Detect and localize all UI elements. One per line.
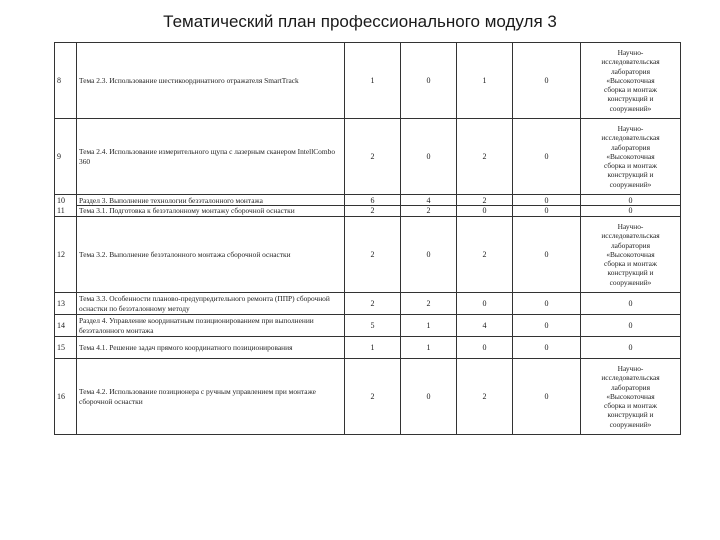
hours-col-4: 0	[513, 119, 581, 195]
hours-total: 6	[370, 195, 375, 205]
hours-total: 5	[345, 315, 401, 337]
row-title: Тема 3.1. Подготовка к безэталонному монтажу сборочной оснастки	[79, 206, 295, 215]
row-title: Тема 2.3. Использование шестикоординатного отражателя SmartTrack	[77, 43, 345, 119]
lab-line: Научно-	[617, 364, 644, 374]
lab-line: сборка и монтаж	[604, 161, 657, 171]
lab-line: «Высокоточная	[606, 249, 655, 259]
hours-total: 1	[345, 43, 401, 119]
lab-line: сборка и монтаж	[604, 259, 657, 269]
hours-col-3-pair	[457, 195, 513, 217]
hours-total-pair	[345, 195, 401, 217]
hours-col-2: 4	[426, 195, 431, 205]
row-number: 15	[55, 337, 77, 359]
hours-col-2: 0	[401, 43, 457, 119]
table-row-pair	[55, 195, 681, 217]
hours-total: 2	[345, 293, 401, 315]
hours-total: 2	[345, 119, 401, 195]
lab-line: исследовательская	[601, 57, 660, 67]
row-title: Тема 4.2. Использование позиционера с ручным управлением при монтаже сборочной оснастки	[77, 359, 345, 435]
hours-col-2: 0	[401, 119, 457, 195]
row-number: 12	[55, 217, 77, 293]
hours-col-4-pair	[513, 195, 581, 217]
lab-line: конструкций и	[607, 268, 654, 278]
hours-col-4: 0	[513, 337, 581, 359]
hours-col-4: 0	[513, 293, 581, 315]
lab-line: лаборатория	[610, 66, 651, 76]
lab-cell	[581, 359, 681, 435]
hours-col-5: 0	[581, 337, 681, 359]
row-number-pair	[55, 195, 77, 217]
row-number: 13	[55, 293, 77, 315]
hours-col-4: 0	[513, 359, 581, 435]
lab-line: исследовательская	[601, 231, 660, 241]
row-number: 9	[55, 119, 77, 195]
row-number: 8	[55, 43, 77, 119]
lab-line: сборка и монтаж	[604, 85, 657, 95]
row-title: Раздел 3. Выполнение технологии безэталонного монтажа	[79, 195, 263, 205]
hours-col-3: 0	[457, 293, 513, 315]
row-number: 16	[55, 359, 77, 435]
lab-cell	[581, 119, 681, 195]
hours-col-3: 0	[482, 206, 487, 215]
lab-line: «Высокоточная	[606, 151, 655, 161]
hours-col-3: 2	[457, 217, 513, 293]
hours-col-2: 0	[401, 359, 457, 435]
lab-line: Научно-	[617, 124, 644, 134]
lab-line: Научно-	[617, 48, 644, 58]
lab-line: сооружений»	[609, 179, 652, 189]
row-title: Тема 3.3. Особенности планово-предупредительного ремонта (ППР) сборочной оснастки по безэталонному методу	[77, 293, 345, 315]
hours-col-3: 2	[457, 119, 513, 195]
lab-line: Научно-	[617, 222, 644, 232]
thematic-plan-table	[54, 42, 681, 435]
lab-line: сборка и монтаж	[604, 401, 657, 411]
hours-col-2: 1	[401, 315, 457, 337]
hours-col-2: 2	[401, 293, 457, 315]
lab-line: «Высокоточная	[606, 391, 655, 401]
hours-col-2-pair	[401, 195, 457, 217]
row-title: Тема 3.2. Выполнение безэталонного монтажа сборочной оснастки	[77, 217, 345, 293]
lab-line: лаборатория	[610, 142, 651, 152]
hours-col-4: 0	[513, 315, 581, 337]
hours-col-3: 4	[457, 315, 513, 337]
lab-line: «Высокоточная	[606, 75, 655, 85]
lab-cell	[581, 43, 681, 119]
hours-col-3: 0	[457, 337, 513, 359]
hours-col-3: 2	[482, 195, 487, 205]
row-number: 11	[57, 205, 65, 215]
row-title: Тема 4.1. Решение задач прямого координатного позиционирования	[77, 337, 345, 359]
hours-col-2: 0	[401, 217, 457, 293]
lab-line: лаборатория	[610, 240, 651, 250]
table-row	[55, 315, 681, 337]
lab-line: конструкций и	[607, 410, 654, 420]
hours-col-5: 0	[581, 293, 681, 315]
row-title: Раздел 4. Управление координатным позиционированием при выполнении безэталонного монтажа	[77, 315, 345, 337]
table-row	[55, 217, 681, 293]
hours-col-4: 0	[513, 43, 581, 119]
hours-col-3: 2	[457, 359, 513, 435]
hours-col-4: 0	[513, 217, 581, 293]
lab-line: конструкций и	[607, 94, 654, 104]
lab-line: исследовательская	[601, 133, 660, 143]
table-row	[55, 337, 681, 359]
hours-col-4: 0	[544, 195, 549, 205]
hours-col-3: 1	[457, 43, 513, 119]
lab-line: исследовательская	[601, 373, 660, 383]
hours-col-5: 0	[581, 315, 681, 337]
lab-line: сооружений»	[609, 277, 652, 287]
page-title: Тематический план профессионального модуля 3	[163, 12, 557, 31]
row-title-pair	[77, 195, 345, 217]
table-row	[55, 43, 681, 119]
row-number: 14	[55, 315, 77, 337]
row-number: 10	[57, 196, 65, 206]
hours-col-4: 0	[544, 206, 549, 215]
table-row	[55, 119, 681, 195]
hours-col-5: 0	[628, 195, 633, 205]
row-title: Тема 2.4. Использование измерительного щупа с лазерным сканером IntellCombo 360	[77, 119, 345, 195]
hours-total: 2	[370, 206, 375, 215]
hours-total: 2	[345, 217, 401, 293]
lab-cell	[581, 217, 681, 293]
hours-col-2: 1	[401, 337, 457, 359]
lab-line: сооружений»	[609, 419, 652, 429]
lab-line: лаборатория	[610, 382, 651, 392]
hours-col-5-pair	[581, 195, 681, 217]
table-row	[55, 359, 681, 435]
table-row	[55, 293, 681, 315]
lab-line: сооружений»	[609, 103, 652, 113]
hours-col-5: 0	[628, 206, 633, 215]
hours-col-2: 2	[426, 206, 431, 215]
hours-total: 1	[345, 337, 401, 359]
hours-total: 2	[345, 359, 401, 435]
lab-line: конструкций и	[607, 170, 654, 180]
